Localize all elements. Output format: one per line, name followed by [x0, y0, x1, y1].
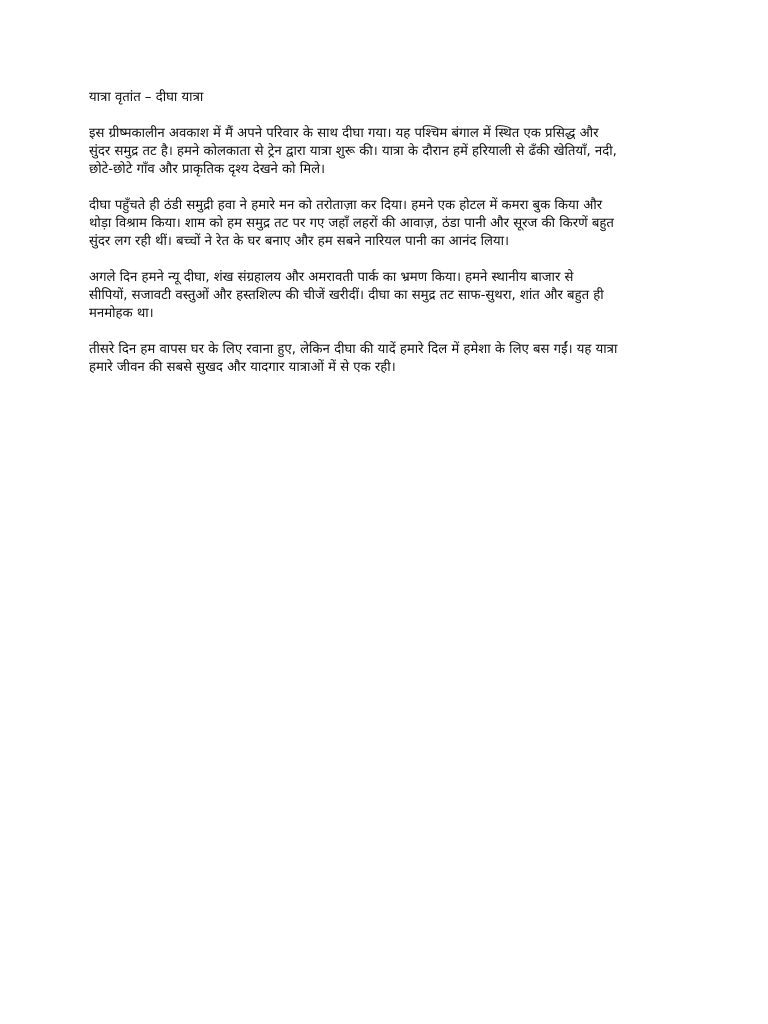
document-body — [89, 89, 689, 395]
paragraph-line: छोटे-छोटे गाँव और प्राकृतिक दृश्य देखने को मिले। — [89, 162, 326, 177]
paragraph-line: सुंदर समुद्र तट है। हमने कोलकाता से ट्रेन द्वारा यात्रा शुरू की। यात्रा के दौरान हमें हरियाली से ढँकी खेतियाँ, नदी, — [89, 144, 617, 159]
paragraph-sightseeing — [89, 269, 689, 323]
paragraph-return — [89, 341, 689, 377]
paragraph-arrival — [89, 197, 689, 251]
document-title: यात्रा वृतांत – दीघा यात्रा — [89, 90, 204, 105]
paragraph-journey-start — [89, 125, 689, 179]
paragraph-line: थोड़ा विश्राम किया। शाम को हम समुद्र तट पर गए जहाँ लहरों की आवाज़, ठंडा पानी और सूरज की किरणें बहुत — [89, 216, 614, 231]
paragraph-line: हमारे जीवन की सबसे सुखद और यादगार यात्राओं में से एक रही। — [89, 360, 396, 375]
paragraph-line: दीघा पहुँचते ही ठंडी समुद्री हवा ने हमारे मन को तरोताज़ा कर दिया। हमने एक होटल में कमरा बुक किया और — [89, 198, 603, 213]
paragraph-line: मनमोहक था। — [89, 306, 154, 321]
paragraph-line: इस ग्रीष्मकालीन अवकाश में मैं अपने परिवार के साथ दीघा गया। यह पश्चिम बंगाल में स्थित एक प्रसिद्ध और — [89, 126, 599, 141]
paragraph-line: सीपियों, सजावटी वस्तुओं और हस्तशिल्प की चीजें खरीदीं। दीघा का समुद्र तट साफ-सुथरा, शांत और बहुत ही — [89, 288, 604, 303]
paragraph-line: तीसरे दिन हम वापस घर के लिए रवाना हुए, लेकिन दीघा की यादें हमारे दिल में हमेशा के लिए बस गईं। यह यात्रा — [89, 342, 618, 357]
paragraph-line: अगले दिन हमने न्यू दीघा, शंख संग्रहालय और अमरावती पार्क का भ्रमण किया। हमने स्थानीय बाजार से — [89, 270, 574, 285]
paragraph-line: सुंदर लग रही थीं। बच्चों ने रेत के घर बनाए और हम सबने नारियल पानी का आनंद लिया। — [89, 234, 510, 249]
